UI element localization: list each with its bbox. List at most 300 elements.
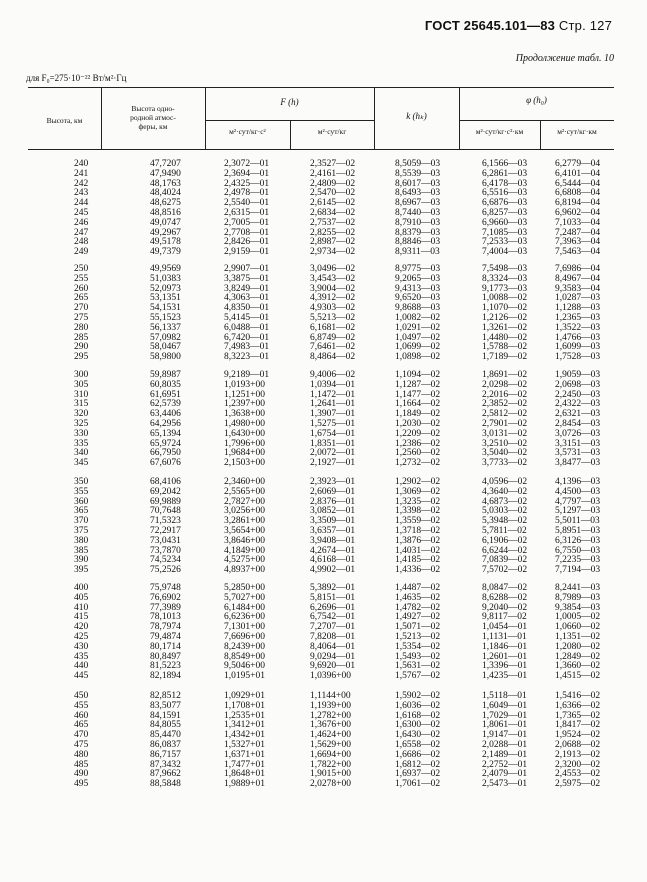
table-cell: 380 [74,535,89,546]
table-cell: 3,3875—01 [224,273,270,284]
table-cell: 2,6834—02 [310,208,356,218]
table-cell: 1,0193+00 [224,379,265,390]
table-row [0,487,647,497]
table-cell: 1,8648+01 [224,769,265,780]
table-cell: 2,1489—01 [482,749,528,760]
table-cell: 1,6430—02 [395,730,441,741]
table-cell: 7,2235—03 [555,555,601,566]
table-row [0,208,647,218]
table-cell: 82,1894 [150,671,181,682]
table-cell: 1,3069—02 [395,486,441,497]
table-cell: 1,2386—02 [395,438,441,449]
table-cell: 9,6520—03 [395,293,441,304]
table-cell: 1,8061—01 [482,720,528,731]
table-row [0,691,647,701]
table-row [0,565,647,575]
table-cell: 1,7477+01 [224,759,265,770]
table-cell: 47,7207 [150,159,181,169]
table-cell: 1,8417—02 [555,720,601,731]
col-header-phi-unit2: м²·сут/кг·км [557,127,597,136]
table-cell: 1,4480—02 [482,332,528,343]
table-cell: 9,0294—01 [310,651,356,662]
table-row [0,497,647,507]
table-cell: 60,8035 [150,379,181,390]
table-row [0,769,647,779]
col-header-F: F (h) [280,97,299,107]
table-cell: 7,5463—04 [555,247,601,258]
table-cell: 1,3396—01 [482,661,528,672]
table-row [0,516,647,526]
table-cell: 1,1477—02 [395,389,441,400]
table-row [0,218,647,228]
table-cell: 8,7989—03 [555,592,601,603]
table-cell: 8,5059—03 [395,159,441,169]
table-cell: 2,4553—02 [555,769,601,780]
table-cell: 49,0747 [150,217,181,228]
table-cell: 55,1523 [150,313,181,323]
table-cell: 1,4185—02 [395,555,441,566]
table-continuation: Продолжение табл. 10 [515,53,614,64]
table-row [0,583,647,593]
table-cell: 74,5234 [150,555,181,566]
col-header-phi: φ (h₀) [526,95,547,105]
table-cell: 3,6357—01 [310,526,356,536]
table-cell: 1,5071—02 [395,622,441,633]
table-cell: 4,0596—02 [482,477,528,487]
table-cell: 275 [74,313,89,323]
table-cell: 280 [74,322,89,333]
table-row [0,526,647,536]
table-cell: 6,5516—03 [482,188,528,199]
table-cell: 48,6275 [150,198,181,209]
table-cell: 415 [74,612,89,623]
table-cell: 85,4470 [150,730,181,741]
header-subrule [205,120,374,121]
table-cell: 1,6754—01 [310,428,356,439]
table-cell: 7,1085—03 [482,227,528,238]
table-cell: 86,0837 [150,740,181,750]
table-cell: 6,6876—03 [482,198,528,209]
col-header-height: Высота, км [46,116,83,125]
table-cell: 1,0898—02 [395,352,441,363]
table-cell: 1,3718—02 [395,526,441,536]
table-cell: 1,5629+00 [310,740,351,750]
table-cell: 9,4313—03 [395,283,441,294]
table-cell: 3,0256+00 [224,506,265,517]
table-cell: 2,5470—02 [310,188,356,199]
table-cell: 9,4006—02 [310,370,356,380]
table-cell: 1,0005—02 [555,612,601,623]
table-cell: 6,2861—03 [482,168,528,179]
table-cell: 5,8151—01 [310,592,356,603]
table-cell: 2,7005—01 [224,217,270,228]
table-cell: 9,3583—04 [555,283,601,294]
col-header-F-unit2: м²·сут/кг [317,127,347,136]
table-cell: 61,6951 [150,389,181,400]
table-cell: 390 [74,555,89,566]
table-cell: 8,0847—02 [482,583,528,593]
header-top-rule [28,87,614,88]
table-cell: 475 [74,740,89,750]
table-row [0,652,647,662]
table-cell: 53,1351 [150,293,181,304]
table-cell: 490 [74,769,89,780]
table-cell: 1,4487—02 [395,583,441,593]
table-cell: 6,1906—02 [482,535,528,546]
table-cell: 65,1394 [150,428,181,439]
page-label: Стр. [558,18,586,33]
table-cell: 87,3432 [150,759,181,770]
table-cell: 9,5046+00 [224,661,265,672]
table-cell: 7,4004—03 [482,247,528,258]
table-cell: 2,7537—02 [310,217,356,228]
table-cell: 243 [74,188,89,199]
table-row [0,701,647,711]
table-cell: 56,1337 [150,322,181,333]
table-cell: 1,5493—02 [395,651,441,662]
table-cell: 8,9775—03 [395,264,441,274]
table-cell: 2,2450—03 [555,389,601,400]
table-cell: 1,6300—02 [395,720,441,731]
table-cell: 410 [74,602,89,613]
table-cell: 2,3923—01 [310,477,356,487]
table-cell: 395 [74,565,89,576]
table-cell: 3,0726—03 [555,428,601,439]
table-cell: 1,0195+01 [224,671,265,682]
table-cell: 62,5739 [150,399,181,410]
table-cell: 1,0699—02 [395,342,441,353]
table-cell: 1,7365—02 [555,710,601,721]
table-cell: 250 [74,264,89,274]
table-cell: 1,3398—02 [395,506,441,517]
table-cell: 9,8688—03 [395,303,441,314]
table-cell: 78,7974 [150,622,181,633]
table-cell: 1,1939+00 [310,700,351,711]
table-cell: 7,1301+00 [224,622,265,633]
table-cell: 1,1846—01 [482,641,528,652]
table-cell: 77,3989 [150,602,181,613]
table-cell: 1,0660—02 [555,622,601,633]
table-cell: 1,7528—03 [555,352,601,363]
table-row [0,671,647,681]
table-cell: 5,8951—03 [555,526,601,536]
table-cell: 8,6017—03 [395,178,441,189]
table-cell: 8,4064—01 [310,641,356,652]
table-cell: 3,5040—02 [482,448,528,459]
table-cell: 4,1396—03 [555,477,601,487]
table-cell: 3,5731—03 [555,448,601,459]
table-row [0,612,647,622]
table-cell: 315 [74,399,89,410]
table-row [0,622,647,632]
table-cell: 265 [74,293,89,304]
table-row [0,448,647,458]
table-cell: 445 [74,671,89,682]
header-bottom-rule [28,149,614,150]
table-cell: 2,1913—02 [555,749,601,760]
table-cell: 1,1070—02 [482,303,528,314]
table-cell: 80,8497 [150,651,181,662]
table-cell: 67,6076 [150,458,181,469]
table-cell: 58,9800 [150,352,181,363]
table-cell: 2,4978—01 [224,188,270,199]
table-cell: 8,8549+00 [224,651,265,662]
table-cell: 470 [74,730,89,741]
col-header-F-unit1: м²·сут/кг·с² [229,127,266,136]
table-cell: 1,2030—02 [395,419,441,429]
table-cell: 285 [74,332,89,343]
table-cell: 2,9907—01 [224,264,270,274]
table-cell: 8,7910—03 [395,217,441,228]
table-row [0,352,647,362]
table-cell: 350 [74,477,89,487]
header-divider [205,87,206,149]
table-cell: 2,0688—02 [555,740,601,750]
table-cell: 1,4927—02 [395,612,441,623]
table-cell: 49,5178 [150,237,181,248]
table-cell: 5,5213—02 [310,313,356,323]
table-cell: 4,9902—01 [310,565,356,576]
table-row [0,439,647,449]
table-cell: 1,6430+00 [224,428,265,439]
table-cell: 1,6937—02 [395,769,441,780]
table-cell: 325 [74,419,89,429]
table-row [0,159,647,169]
table-cell: 248 [74,237,89,248]
table-cell: 47,9490 [150,168,181,179]
table-cell: 249 [74,247,89,258]
table-cell: 9,2065—03 [395,273,441,284]
table-cell: 8,6493—03 [395,188,441,199]
table-cell: 1,0394—01 [310,379,356,390]
table-cell: 8,4967—04 [555,273,601,284]
table-cell: 1,8691—02 [482,370,528,380]
table-cell: 73,7870 [150,545,181,556]
table-cell: 88,5848 [150,779,181,790]
table-cell: 6,2696—01 [310,602,356,613]
table-cell: 49,7379 [150,247,181,258]
table-cell: 5,1297—03 [555,506,601,517]
table-cell: 2,4161—02 [310,168,356,179]
table-cell: 66,7950 [150,448,181,459]
table-cell: 1,4031—02 [395,545,441,556]
table-cell: 1,4782—02 [395,602,441,613]
table-cell: 240 [74,159,89,169]
table-cell: 86,7157 [150,749,181,760]
table-cell: 2,9734—02 [310,247,356,258]
table-cell: 1,0929+01 [224,691,265,701]
table-cell: 2,0698—03 [555,379,601,390]
table-cell: 1,5118—01 [482,691,527,701]
table-cell: 1,7029—01 [482,710,528,721]
table-cell: 3,4543—02 [310,273,356,284]
table-cell: 1,5767—02 [395,671,441,682]
table-cell: 6,9602—04 [555,208,601,218]
table-cell: 8,3223—01 [224,352,270,363]
table-row [0,370,647,380]
table-cell: 84,8055 [150,720,181,731]
table-cell: 6,1566—03 [482,159,528,169]
table-cell: 400 [74,583,89,593]
table-row [0,642,647,652]
table-cell: 3,0852—01 [310,506,356,517]
table-cell: 68,4106 [150,477,181,487]
table-cell: 9,8117—02 [482,612,527,623]
table-cell: 5,0303—02 [482,506,528,517]
table-cell: 455 [74,700,89,711]
table-cell: 9,6920—01 [310,661,356,672]
table-row [0,284,647,294]
table-cell: 6,7420—01 [224,332,270,343]
table-row [0,760,647,770]
table-cell: 1,9524—02 [555,730,601,741]
table-row [0,506,647,516]
table-cell: 1,9684+00 [224,448,265,459]
table-cell: 405 [74,592,89,603]
table-cell: 1,4635—02 [395,592,441,603]
table-cell: 4,7797—03 [555,496,601,507]
table-cell: 6,8194—04 [555,198,601,209]
table-cell: 1,0291—02 [395,322,441,333]
table-cell: 6,8749—02 [310,332,356,343]
table-cell: 1,9147—01 [482,730,528,741]
table-cell: 2,7827+00 [224,496,265,507]
table-cell: 485 [74,759,89,770]
table-cell: 242 [74,178,89,189]
table-row [0,303,647,313]
table-cell: 58,0467 [150,342,181,353]
table-row [0,323,647,333]
table-row [0,632,647,642]
table-cell: 4,5275+00 [224,555,265,566]
table-cell: 7,8208—01 [310,632,356,642]
table-cell: 9,1773—03 [482,283,528,294]
table-row [0,730,647,740]
table-cell: 1,1708+01 [224,700,265,711]
table-cell: 2,4809—02 [310,178,356,189]
table-row [0,603,647,613]
table-cell: 9,3854—03 [555,602,601,613]
table-cell: 1,5327+01 [224,740,265,750]
table-cell: 8,2439+00 [224,641,265,652]
table-cell: 4,3063—01 [224,293,270,304]
table-cell: 310 [74,389,89,400]
table-cell: 360 [74,496,89,507]
table-cell: 7,5498—03 [482,264,528,274]
table-cell: 246 [74,217,89,228]
table-cell: 1,0088—02 [482,293,528,304]
table-cell: 7,6461—02 [310,342,356,353]
table-cell: 75,2526 [150,565,181,576]
table-cell: 57,0982 [150,332,181,343]
table-cell: 1,7061—02 [395,779,441,790]
table-cell: 1,6686—02 [395,749,441,760]
table-cell: 51,0383 [150,273,181,284]
table-cell: 1,9059—03 [555,370,601,380]
table-cell: 244 [74,198,89,209]
table-cell: 6,0488—01 [224,322,270,333]
col-header-k: k (hₖ) [406,111,427,121]
table-cell: 1,4980+00 [224,419,265,429]
table-cell: 241 [74,168,89,179]
table-cell: 1,6812—02 [395,759,441,770]
table-cell: 1,1131—01 [482,632,527,642]
page-number: 127 [589,18,612,33]
table-cell: 6,2779—04 [555,159,601,169]
table-cell: 5,2850+00 [224,583,265,593]
table-cell: 9,2040—02 [482,602,528,613]
table-cell: 2,8426—01 [224,237,270,248]
table-cell: 440 [74,661,89,672]
table-cell: 1,2641—01 [310,399,356,410]
table-cell: 2,0072—01 [310,448,356,459]
table-cell: 84,1591 [150,710,181,721]
table-row [0,419,647,429]
table-cell: 7,6696+00 [224,632,265,642]
table-cell: 1,2601—01 [482,651,528,662]
table-cell: 1,3412+01 [224,720,265,731]
table-cell: 5,7027+00 [224,592,265,603]
table-cell: 64,2956 [150,419,181,429]
table-cell: 4,6168—01 [310,555,356,566]
table-cell: 2,0278+00 [310,779,351,790]
table-cell: 6,9660—03 [482,217,528,228]
table-cell: 8,9311—03 [395,247,440,258]
table-cell: 1,0396+00 [310,671,351,682]
table-cell: 375 [74,526,89,536]
table-cell: 260 [74,283,89,294]
table-cell: 1,2902—02 [395,477,441,487]
table-cell: 2,1927—01 [310,458,356,469]
table-cell: 255 [74,273,89,284]
table-cell: 1,7189—02 [482,352,528,363]
table-row [0,399,647,409]
table-cell: 1,9889+01 [224,779,265,790]
table-cell: 2,0298—02 [482,379,528,390]
table-row [0,247,647,257]
table-cell: 1,2849—02 [555,651,601,662]
table-row [0,179,647,189]
table-cell: 78,1013 [150,612,181,623]
table-cell: 4,3912—02 [310,293,356,304]
table-cell: 1,3876—02 [395,535,441,546]
table-cell: 2,6145—02 [310,198,356,209]
table-cell: 1,3522—03 [555,322,601,333]
table-cell: 2,2752—01 [482,759,528,770]
table-cell: 355 [74,486,89,497]
table-cell: 1,4766—03 [555,332,601,343]
table-cell: 4,9303—02 [310,303,356,314]
table-cell: 2,5975—02 [555,779,601,790]
table-cell: 71,5323 [150,516,181,527]
table-cell: 2,3852—02 [482,399,528,410]
table-cell: 6,1484+00 [224,602,265,613]
table-cell: 3,8646+00 [224,535,265,546]
table-cell: 480 [74,749,89,760]
table-row [0,169,647,179]
table-cell: 5,3948—02 [482,516,528,527]
table-cell: 2,8454—03 [555,419,601,429]
table-cell: 4,2674—01 [310,545,356,556]
table-row [0,477,647,487]
table-row [0,237,647,247]
table-cell: 7,4983—01 [224,342,270,353]
table-cell: 6,6236+00 [224,612,265,623]
table-cell: 7,2707—01 [310,622,356,633]
table-cell: 6,7550—03 [555,545,601,556]
table-cell: 3,2510—02 [482,438,528,449]
table-cell: 8,8379—03 [395,227,441,238]
